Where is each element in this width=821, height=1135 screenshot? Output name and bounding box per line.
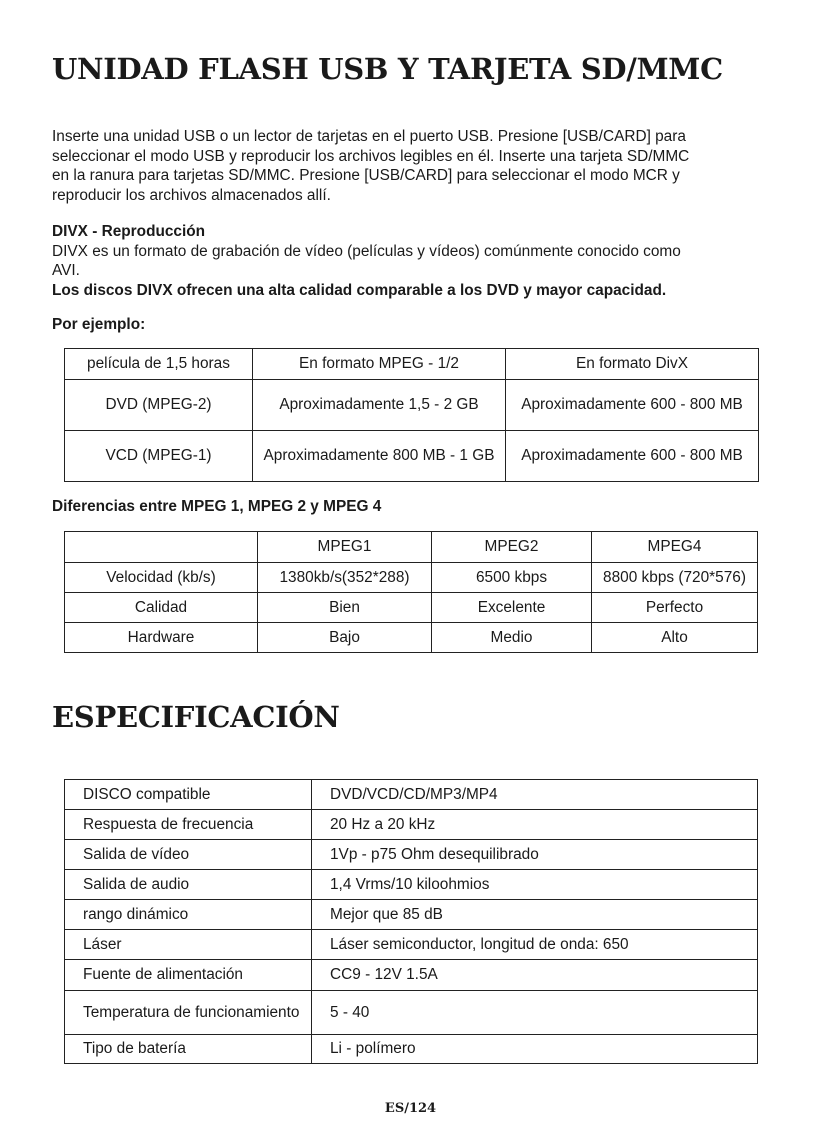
table-cell: Hardware bbox=[65, 623, 258, 653]
table-row bbox=[65, 960, 758, 991]
divx-line: DIVX es un formato de grabación de vídeo (películas y vídeos) comúnmente conocido como bbox=[52, 242, 681, 260]
table-row bbox=[65, 593, 758, 623]
spec-value: CC9 - 12V 1.5A bbox=[312, 960, 758, 991]
spec-value: DVD/VCD/CD/MP3/MP4 bbox=[312, 780, 758, 810]
table-cell: Medio bbox=[432, 623, 592, 653]
spec-label: DISCO compatible bbox=[65, 780, 312, 810]
table-cell: Aproximadamente 800 MB - 1 GB bbox=[253, 431, 506, 482]
intro-paragraph bbox=[52, 127, 767, 205]
divx-line: AVI. bbox=[52, 262, 80, 279]
table-cell: 8800 kbps (720*576) bbox=[592, 563, 758, 593]
table-cell: Aproximadamente 600 - 800 MB bbox=[506, 431, 759, 482]
table-cell: En formato DivX bbox=[506, 349, 759, 380]
table-cell: MPEG2 bbox=[432, 532, 592, 563]
intro-line: en la ranura para tarjetas SD/MMC. Presione [USB/CARD] para seleccionar el modo MCR y bbox=[52, 167, 680, 184]
spec-label: Fuente de alimentación bbox=[65, 960, 312, 991]
spec-label: Respuesta de frecuencia bbox=[65, 810, 312, 840]
specification-heading: ESPECIFICACIÓN bbox=[52, 700, 340, 734]
table-header-row bbox=[65, 532, 758, 563]
table-row bbox=[65, 1035, 758, 1064]
table-header-row bbox=[65, 349, 759, 380]
table-cell: Excelente bbox=[432, 593, 592, 623]
table-cell: Bajo bbox=[258, 623, 432, 653]
table-cell: Velocidad (kb/s) bbox=[65, 563, 258, 593]
table-cell: Calidad bbox=[65, 593, 258, 623]
spec-label: rango dinámico bbox=[65, 900, 312, 930]
table-row bbox=[65, 930, 758, 960]
table-cell: Perfecto bbox=[592, 593, 758, 623]
divx-bold-statement: Los discos DIVX ofrecen una alta calidad comparable a los DVD y mayor capacidad. bbox=[52, 281, 667, 299]
table-cell: 1380kb/s(352*288) bbox=[258, 563, 432, 593]
table-row bbox=[65, 900, 758, 930]
spec-value: 5 - 40 bbox=[312, 991, 758, 1035]
table-cell: MPEG1 bbox=[258, 532, 432, 563]
spec-label: Tipo de batería bbox=[65, 1035, 312, 1064]
table-row bbox=[65, 563, 758, 593]
table-cell: En formato MPEG - 1/2 bbox=[253, 349, 506, 380]
table-row bbox=[65, 991, 758, 1035]
table-cell: DVD (MPEG-2) bbox=[65, 380, 253, 431]
intro-line: Inserte una unidad USB o un lector de tarjetas en el puerto USB. Presione [USB/CARD] para bbox=[52, 128, 686, 145]
page-number: ES/124 bbox=[384, 1101, 437, 1116]
spec-label: Temperatura de funcionamiento bbox=[65, 991, 312, 1035]
intro-line: reproducir los archivos almacenados allí. bbox=[52, 186, 331, 204]
spec-label: Salida de vídeo bbox=[65, 840, 312, 870]
table-cell: Aproximadamente 600 - 800 MB bbox=[506, 380, 759, 431]
divx-title: DIVX - Reproducción bbox=[52, 223, 206, 240]
spec-label: Salida de audio bbox=[65, 870, 312, 900]
table-row bbox=[65, 380, 759, 431]
specification-table bbox=[64, 779, 758, 1064]
spec-value: Mejor que 85 dB bbox=[312, 900, 758, 930]
mpeg-comparison-table bbox=[64, 531, 758, 653]
example-label: Por ejemplo: bbox=[52, 316, 146, 333]
table-row bbox=[65, 780, 758, 810]
table-row bbox=[65, 840, 758, 870]
table-row bbox=[65, 870, 758, 900]
spec-value: Li - polímero bbox=[312, 1035, 758, 1064]
table-cell: película de 1,5 horas bbox=[65, 349, 253, 380]
spec-label: Láser bbox=[65, 930, 312, 960]
usb-sd-heading: UNIDAD FLASH USB Y TARJETA SD/MMC bbox=[52, 52, 723, 86]
divx-section bbox=[52, 222, 767, 300]
table-cell: 6500 kbps bbox=[432, 563, 592, 593]
table-row bbox=[65, 810, 758, 840]
spec-value: 1Vp - p75 Ohm desequilibrado bbox=[312, 840, 758, 870]
spec-value: 20 Hz a 20 kHz bbox=[312, 810, 758, 840]
intro-line: seleccionar el modo USB y reproducir los archivos legibles en él. Inserte una tarjeta SD/MMC bbox=[52, 147, 690, 165]
format-comparison-table bbox=[64, 348, 759, 482]
table-row bbox=[65, 623, 758, 653]
table-cell bbox=[65, 532, 258, 563]
mpeg-diff-title: Diferencias entre MPEG 1, MPEG 2 y MPEG 4 bbox=[52, 498, 382, 515]
table-cell: Bien bbox=[258, 593, 432, 623]
table-row bbox=[65, 431, 759, 482]
spec-value: 1,4 Vrms/10 kiloohmios bbox=[312, 870, 758, 900]
spec-value: Láser semiconductor, longitud de onda: 650 bbox=[312, 930, 758, 960]
table-cell: VCD (MPEG-1) bbox=[65, 431, 253, 482]
table-cell: Aproximadamente 1,5 - 2 GB bbox=[253, 380, 506, 431]
table-cell: MPEG4 bbox=[592, 532, 758, 563]
table-cell: Alto bbox=[592, 623, 758, 653]
